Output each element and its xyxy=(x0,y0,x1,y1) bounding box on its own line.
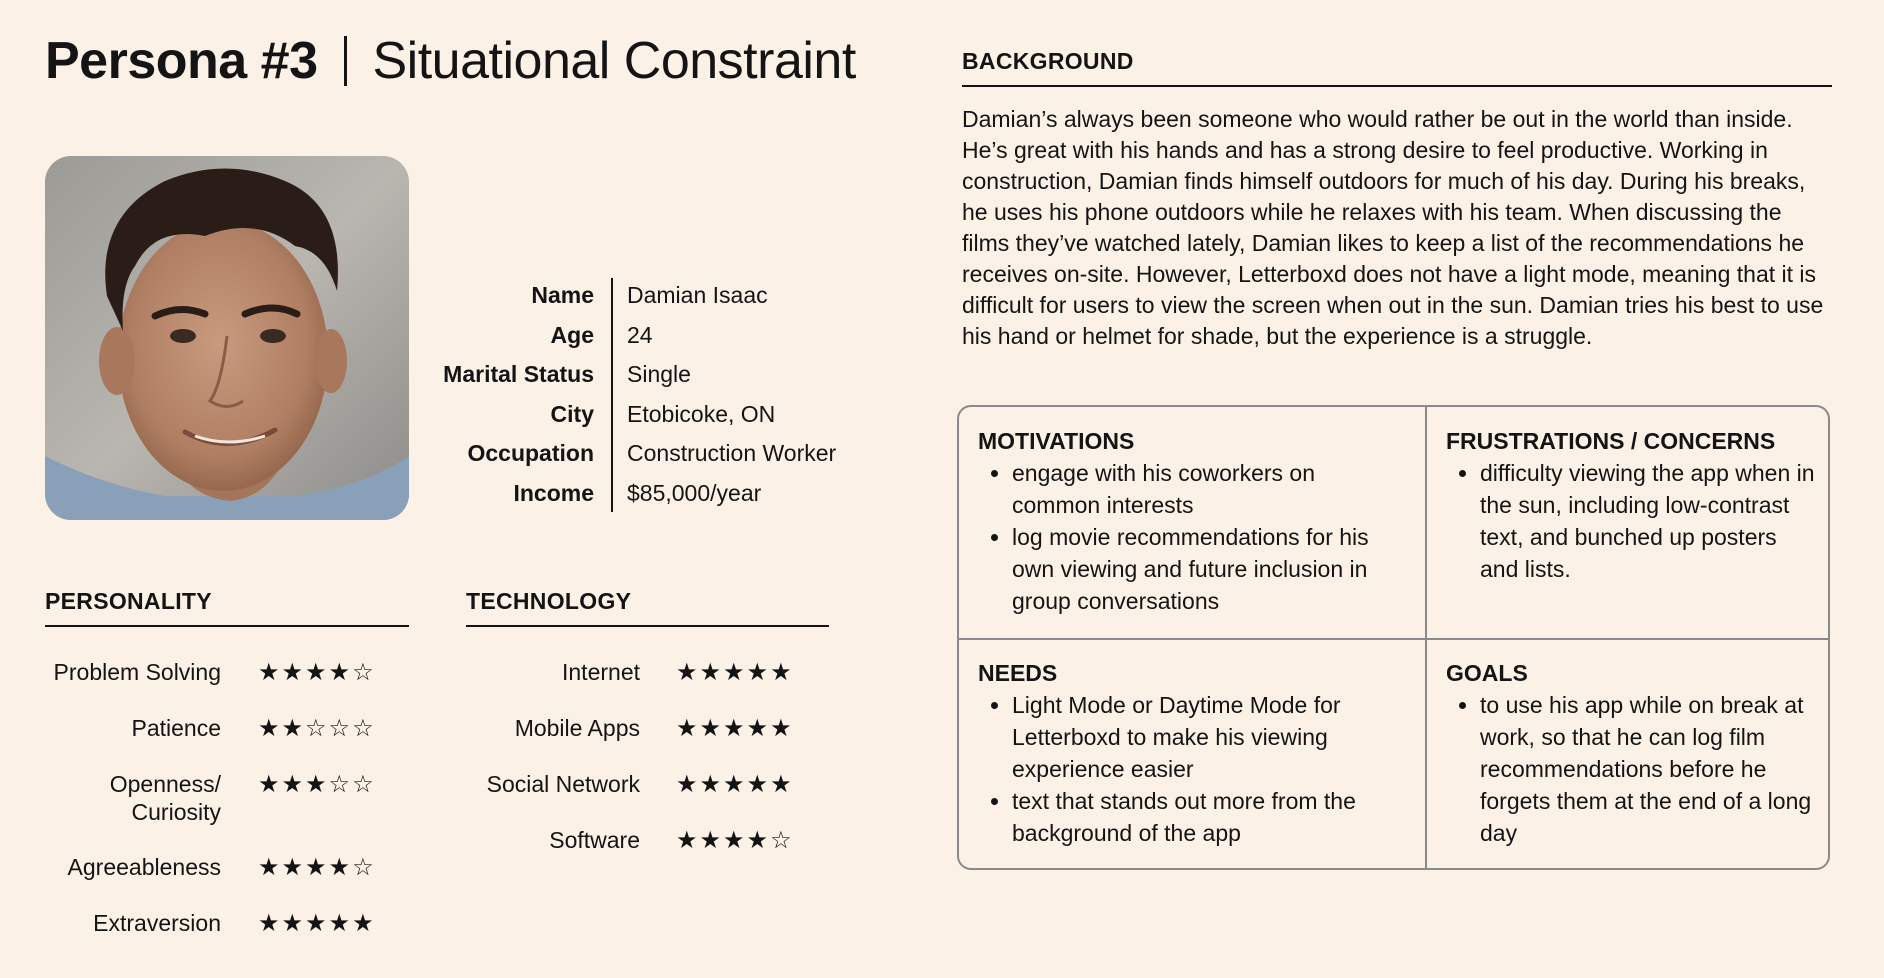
profile-label: Income xyxy=(513,479,594,506)
profile-label: Age xyxy=(550,321,594,348)
background-text: Damian’s always been someone who would rather be out in the world than inside. He’s great with his hands and has a strong desire to feel productive. Working in construction, Damian finds himself outdoors for much of his day. During his breaks, he uses his phone outdoors while he relaxes with his team. When discussing the films they’ve watched lately, Damian likes to keep a list of the recommendations he receives on-site. However, Letterboxd does not have a light mode, meaning that it is difficult for users to view the screen when out in the sun. Damian tries his best to use his hand or helmet for shade, but the experience is a struggle. xyxy=(962,106,1824,349)
profile-value: Etobicoke, ON xyxy=(627,400,776,427)
technology-section xyxy=(466,588,829,627)
star-rating: ★★☆☆☆ xyxy=(258,714,376,742)
tech-label: Software xyxy=(549,827,640,853)
details-divider xyxy=(611,278,613,512)
technology-item xyxy=(466,826,794,854)
profile-value: Damian Isaac xyxy=(627,282,768,309)
goals-heading: GOALS xyxy=(1446,660,1528,686)
profile-value: Single xyxy=(627,361,691,388)
list-item: • Light Mode or Daytime Mode for Letterboxd to make his viewing experience easier xyxy=(1012,689,1408,785)
profile-row-income xyxy=(420,474,836,514)
star-rating: ★★★★★ xyxy=(676,714,794,742)
frustrations-list xyxy=(1446,457,1821,585)
star-rating: ★★★★☆ xyxy=(258,853,376,881)
technology-heading: TECHNOLOGY xyxy=(466,588,829,627)
technology-item xyxy=(466,770,794,798)
star-rating: ★★★★☆ xyxy=(258,658,376,686)
personality-item xyxy=(45,658,376,686)
personality-item xyxy=(45,853,376,881)
persona-number: Persona #3 xyxy=(45,32,318,90)
needs-heading: NEEDS xyxy=(978,660,1058,686)
goals-cell xyxy=(1446,657,1821,849)
personality-section xyxy=(45,588,409,627)
portrait-image xyxy=(45,156,409,520)
profile-row-marital-status xyxy=(420,355,836,395)
profile-label: Name xyxy=(531,282,594,309)
frustrations-cell xyxy=(1446,425,1821,585)
background-heading: BACKGROUND xyxy=(962,48,1832,87)
profile-row-age xyxy=(420,316,836,356)
persona-photo xyxy=(45,156,409,520)
persona-grid xyxy=(957,405,1830,870)
needs-cell xyxy=(978,657,1408,849)
persona-type: Situational Constraint xyxy=(372,32,856,90)
profile-details xyxy=(420,276,836,513)
title-divider xyxy=(344,36,347,86)
list-item: • log movie recommendations for his own viewing and future inclusion in group conversations xyxy=(1012,521,1408,617)
star-rating: ★★★★★ xyxy=(676,658,794,686)
profile-label: Marital Status xyxy=(443,361,594,388)
grid-horizontal-divider xyxy=(959,638,1828,640)
motivations-cell xyxy=(978,425,1408,617)
goals-list xyxy=(1446,689,1821,849)
star-rating: ★★★★★ xyxy=(676,770,794,798)
personality-item xyxy=(45,909,376,937)
tech-label: Social Network xyxy=(486,771,640,797)
profile-row-name xyxy=(420,276,836,316)
star-rating: ★★★★★ xyxy=(258,909,376,937)
personality-item xyxy=(45,770,376,826)
frustrations-heading: FRUSTRATIONS / CONCERNS xyxy=(1446,428,1776,454)
profile-value: 24 xyxy=(627,321,653,348)
trait-label: Extraversion xyxy=(93,910,221,936)
profile-row-occupation xyxy=(420,434,836,474)
tech-label: Internet xyxy=(562,659,640,685)
trait-label: Agreeableness xyxy=(67,854,221,880)
list-item: • to use his app while on break at work, so that he can log film recommendations before he forgets them at the end of a long day xyxy=(1480,689,1821,849)
technology-item xyxy=(466,714,794,742)
trait-label: Problem Solving xyxy=(53,659,221,685)
personality-item xyxy=(45,714,376,742)
tech-label: Mobile Apps xyxy=(514,715,640,741)
profile-label: City xyxy=(550,400,594,427)
personality-heading: PERSONALITY xyxy=(45,588,409,627)
profile-row-city xyxy=(420,395,836,435)
star-rating: ★★★★☆ xyxy=(676,826,794,854)
profile-label: Occupation xyxy=(467,440,594,467)
motivations-heading: MOTIVATIONS xyxy=(978,428,1135,454)
star-rating: ★★★☆☆ xyxy=(258,770,376,798)
technology-item xyxy=(466,658,794,686)
motivations-list xyxy=(978,457,1408,617)
profile-value: Construction Worker xyxy=(627,440,837,467)
list-item: • engage with his coworkers on common interests xyxy=(1012,457,1408,521)
profile-value: $85,000/year xyxy=(627,479,762,506)
list-item: • difficulty viewing the app when in the sun, including low-contrast text, and bunched up posters and lists. xyxy=(1480,457,1821,585)
needs-list xyxy=(978,689,1408,849)
trait-label: Openness/ Curiosity xyxy=(109,771,221,825)
page-title xyxy=(45,28,856,94)
list-item: • text that stands out more from the background of the app xyxy=(1012,785,1408,849)
background-section xyxy=(962,48,1832,87)
trait-label: Patience xyxy=(131,715,221,741)
